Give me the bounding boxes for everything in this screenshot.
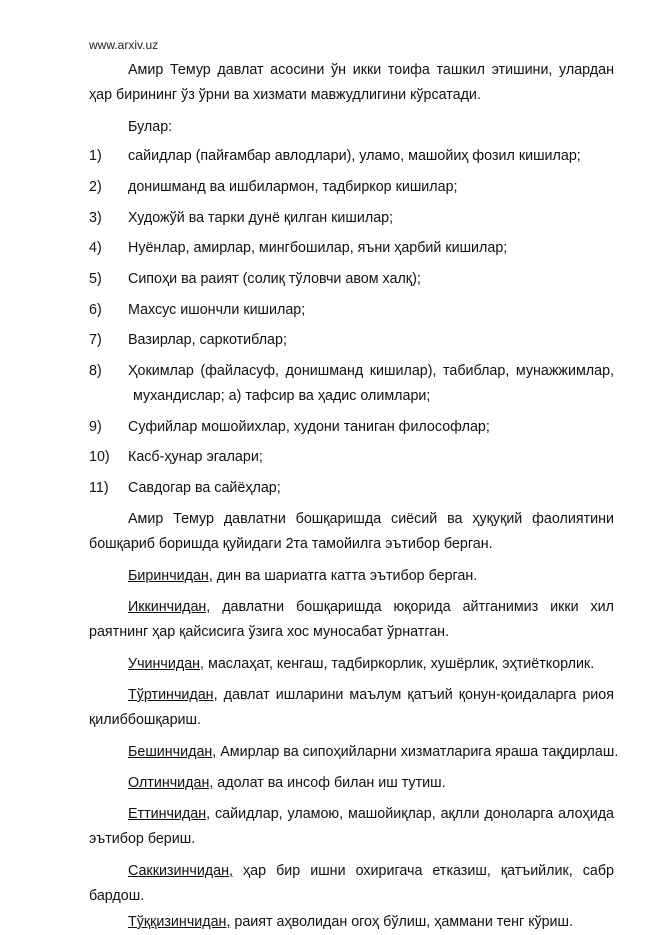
list-number: 3) xyxy=(89,210,102,226)
principle-text: адолат ва инсоф билан иш тутиш. xyxy=(213,775,446,791)
principle-7 xyxy=(128,804,614,824)
principle-text: раият аҳволидан огоҳ бўлиш, ҳаммани тенг кўриш. xyxy=(230,914,573,930)
site-url: www.arxiv.uz xyxy=(89,38,159,52)
bular-label: Булар: xyxy=(128,119,173,135)
principle-3 xyxy=(128,654,594,674)
list-item-continuation: мухандислар; а) тафсир ва ҳадис олимлари; xyxy=(133,388,431,404)
list-number: 8) xyxy=(89,363,102,379)
principle-text: ҳар бир ишни охиригача етказиш, қатъийлик, сабр xyxy=(232,863,614,879)
list-number: 7) xyxy=(89,332,102,348)
list-number: 1) xyxy=(89,148,102,164)
principle-label: Тўққизинчидан, xyxy=(128,914,231,930)
principle-2 xyxy=(128,597,614,617)
principle-label: Учинчидан, xyxy=(128,656,205,672)
principle-text: Амирлар ва сипоҳийларни хизматларига яраша тақдирлаш. xyxy=(216,744,619,760)
principle-5 xyxy=(128,742,618,762)
list-item: Художўй ва тарки дунё қилган кишилар; xyxy=(128,210,394,226)
principle-label: Иккинчидан, xyxy=(128,599,211,615)
principle-label: Олтинчидан, xyxy=(128,775,214,791)
summary-line-2: бошқариб боришда қуйидаги 2та тамойилга эътибор берган. xyxy=(89,536,493,552)
principle-7-continuation: эътибор бериш. xyxy=(89,831,196,847)
principle-label: Биринчидан, xyxy=(128,568,213,584)
principle-text: маслаҳат, кенгаш, тадбиркорлик, хушёрлик, эҳтиёткорлик. xyxy=(204,656,595,672)
list-item: Вазирлар, саркотиблар; xyxy=(128,332,287,348)
principle-6 xyxy=(128,773,446,793)
principle-2-continuation: раятнинг ҳар қайсисига ўзига хос муносабат ўрнатган. xyxy=(89,624,450,640)
list-item: сайидлар (пайғамбар авлодлари), уламо, машойиҳ фозил кишилар; xyxy=(128,148,581,164)
principle-label: Тўртинчидан, xyxy=(128,687,218,703)
list-item: Касб-ҳунар эгалари; xyxy=(128,449,263,465)
list-item: Махсус ишончли кишилар; xyxy=(128,302,306,318)
principle-4-continuation: қилиббошқариш. xyxy=(89,712,201,728)
list-number: 9) xyxy=(89,419,102,435)
principle-label: Бешинчидан, xyxy=(128,744,217,760)
principle-text: давлат ишларини маълум қатъий қонун-қоидаларга риоя xyxy=(217,687,614,703)
principle-4 xyxy=(128,685,614,705)
summary-line-1: Амир Темур давлатни бошқаришда сиёсий ва ҳуқуқий фаолиятини xyxy=(128,511,614,527)
principle-text: давлатни бошқаришда юқорида айтганимиз икки хил xyxy=(210,599,614,615)
list-number: 4) xyxy=(89,240,102,256)
principle-label: Еттинчидан, xyxy=(128,806,211,822)
list-number: 11) xyxy=(89,480,109,496)
list-item: донишманд ва ишбилармон, тадбиркор кишилар; xyxy=(128,179,458,195)
principle-8-continuation: бардош. xyxy=(89,888,145,904)
list-number: 6) xyxy=(89,302,102,318)
principle-8 xyxy=(128,861,614,881)
list-item: Нуёнлар, амирлар, мингбошилар, яъни ҳарбий кишилар; xyxy=(128,240,508,256)
list-item: Сипоҳи ва раият (солиқ тўловчи авом халқ); xyxy=(128,271,421,287)
list-number: 5) xyxy=(89,271,102,287)
intro-line-2: ҳар бирининг ўз ўрни ва хизмати мавжудлигини кўрсатади. xyxy=(89,87,481,103)
intro-line-1: Амир Темур давлат асосини ўн икки тоифа ташкил этишини, улардан xyxy=(128,62,614,78)
principle-text: сайидлар, уламою, машойиқлар, ақлли доноларга алоҳида xyxy=(210,806,614,822)
list-number: 10) xyxy=(89,449,110,465)
principle-text: дин ва шариатга катта эътибор берган. xyxy=(212,568,478,584)
list-item: Савдогар ва сайёҳлар; xyxy=(128,480,281,496)
list-item: Суфийлар мошойихлар, худони таниган философлар; xyxy=(128,419,490,435)
principle-label: Саккизинчидан, xyxy=(128,863,233,879)
list-number: 2) xyxy=(89,179,102,195)
principle-9 xyxy=(128,912,573,932)
principle-1 xyxy=(128,566,477,586)
list-item: Ҳокимлар (файласуф, донишманд кишилар), табиблар, мунажжимлар, xyxy=(128,363,614,379)
